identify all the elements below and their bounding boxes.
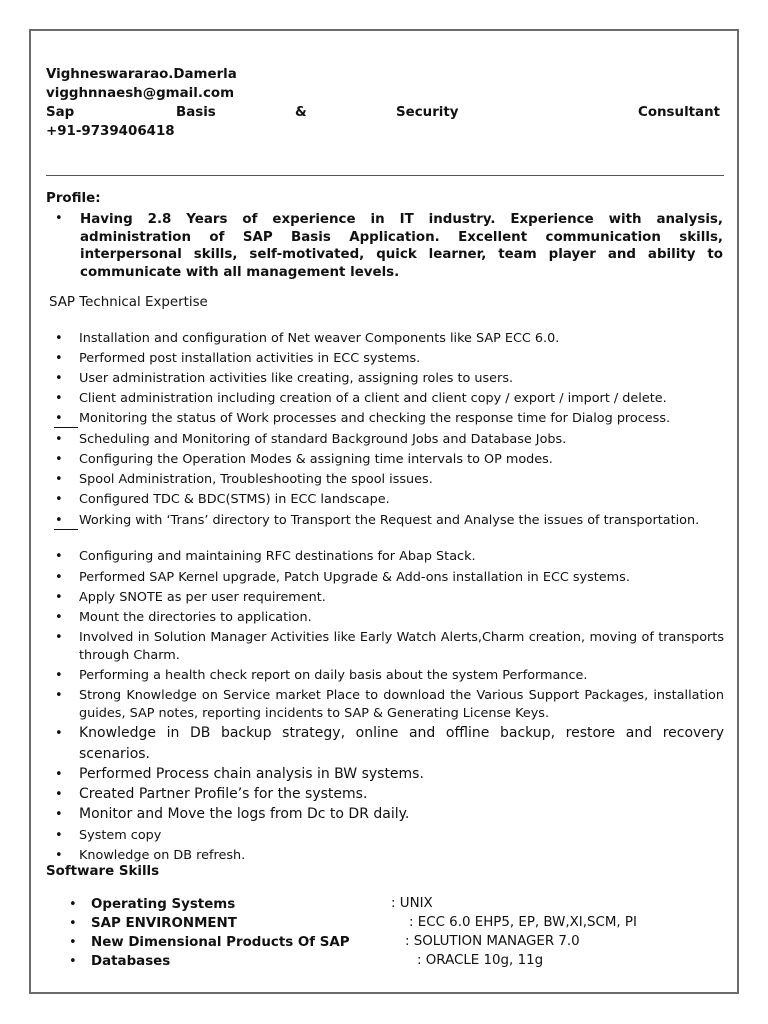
candidate-phone: +91-9739406418 — [46, 124, 175, 139]
bullet-underline — [54, 427, 78, 428]
profile-line-4: communicate with all management levels. — [80, 264, 400, 280]
resume-page — [29, 29, 739, 994]
profile-heading: Profile: — [46, 191, 101, 206]
list-bullet: • — [55, 787, 63, 802]
list-item: Performed SAP Kernel upgrade, Patch Upgrade & Add-ons installation in ECC systems. — [79, 570, 630, 585]
list-bullet: • — [55, 590, 63, 605]
list-item: Working with ‘Trans’ directory to Transport the Request and Analyse the issues of transportation. — [79, 513, 700, 528]
title-word-3: & — [295, 105, 307, 120]
list-item: Client administration including creation of a client and client copy / export / import / delete. — [79, 391, 667, 406]
profile-line-1: Having 2.8 Years of experience in IT industry. Experience with analysis, — [80, 212, 723, 227]
list-bullet: • — [55, 668, 63, 683]
title-word-5: Consultant — [638, 105, 721, 120]
list-item: Mount the directories to application. — [79, 610, 312, 625]
list-item: Knowledge in DB backup strategy, online and offline backup, restore and recovery scenarios. — [79, 725, 724, 762]
list-bullet: • — [55, 472, 63, 487]
list-bullet: • — [55, 688, 63, 703]
list-bullet: • — [55, 331, 63, 346]
skill-value: : SOLUTION MANAGER 7.0 — [405, 934, 580, 949]
list-item: Performing a health check report on daily basis about the system Performance. — [79, 668, 588, 683]
list-item: Apply SNOTE as per user requirement. — [79, 590, 326, 605]
profile-line-3: interpersonal skills, self-motivated, quick learner, team player and ability to — [80, 247, 723, 262]
title-word-2: Basis — [176, 105, 216, 120]
list-bullet: • — [69, 954, 77, 969]
skill-name: Databases — [91, 954, 171, 969]
list-item: System copy — [79, 828, 162, 843]
profile-paragraph — [80, 211, 723, 281]
list-bullet: • — [55, 848, 63, 863]
header-divider — [46, 175, 724, 176]
list-item: Spool Administration, Troubleshooting the spool issues. — [79, 472, 433, 487]
list-bullet: • — [55, 492, 63, 507]
list-bullet: • — [55, 630, 63, 645]
list-item: User administration activities like creating, assigning roles to users. — [79, 371, 514, 386]
bullet-underline — [54, 529, 78, 530]
title-word-4: Security — [396, 105, 459, 120]
list-bullet: • — [55, 767, 63, 782]
candidate-email: vigghnnaesh@gmail.com — [46, 86, 235, 101]
list-item: Configuring and maintaining RFC destinations for Abap Stack. — [79, 549, 476, 564]
list-bullet: • — [55, 828, 63, 843]
list-bullet: • — [69, 935, 77, 950]
skill-name: New Dimensional Products Of SAP — [91, 935, 350, 950]
list-bullet: • — [55, 371, 63, 386]
title-word-1: Sap — [46, 105, 75, 120]
profile-bullet: • — [55, 211, 63, 226]
list-bullet: • — [55, 513, 63, 528]
list-bullet: • — [55, 452, 63, 467]
list-bullet: • — [55, 411, 63, 426]
candidate-name: Vighneswararao.Damerla — [46, 67, 237, 82]
list-bullet: • — [55, 570, 63, 585]
profile-line-2: administration of SAP Basis Application. Excellent communication skills, — [80, 229, 723, 245]
skill-name: SAP ENVIRONMENT — [91, 916, 237, 931]
skill-value: : ORACLE 10g, 11g — [417, 953, 544, 968]
list-item: Scheduling and Monitoring of standard Background Jobs and Database Jobs. — [79, 432, 567, 447]
list-bullet: • — [55, 391, 63, 406]
list-item: Performed post installation activities in ECC systems. — [79, 351, 421, 366]
list-bullet: • — [55, 807, 63, 822]
list-bullet: • — [55, 432, 63, 447]
list-item: Installation and configuration of Net weaver Components like SAP ECC 6.0. — [79, 331, 560, 346]
list-item: Monitoring the status of Work processes and checking the response time for Dialog process. — [79, 411, 671, 426]
list-bullet: • — [55, 549, 63, 564]
skill-value: : UNIX — [391, 896, 433, 911]
list-item: Monitor and Move the logs from Dc to DR daily. — [79, 806, 410, 822]
list-item: Knowledge on DB refresh. — [79, 848, 246, 863]
list-bullet: • — [55, 726, 63, 741]
list-bullet: • — [55, 351, 63, 366]
list-bullet: • — [69, 916, 77, 931]
list-bullet: • — [55, 610, 63, 625]
list-item: Configured TDC & BDC(STMS) in ECC landscape. — [79, 492, 390, 507]
expertise-heading: SAP Technical Expertise — [49, 295, 208, 310]
skill-value: : ECC 6.0 EHP5, EP, BW,XI,SCM, PI — [409, 915, 637, 930]
software-skills-heading: Software Skills — [46, 864, 160, 879]
list-item: Performed Process chain analysis in BW systems. — [79, 766, 424, 782]
list-item: Involved in Solution Manager Activities like Early Watch Alerts,Charm creation, moving of transports through Charm. — [79, 630, 724, 663]
list-item: Configuring the Operation Modes & assigning time intervals to OP modes. — [79, 452, 553, 467]
list-item: Strong Knowledge on Service market Place to download the Various Support Packages, installation guides, SAP notes, reporting incidents to SAP & Generating License Keys. — [79, 688, 724, 721]
list-bullet: • — [69, 897, 77, 912]
skill-name: Operating Systems — [91, 897, 236, 912]
list-item: Created Partner Profile’s for the systems. — [79, 786, 368, 802]
